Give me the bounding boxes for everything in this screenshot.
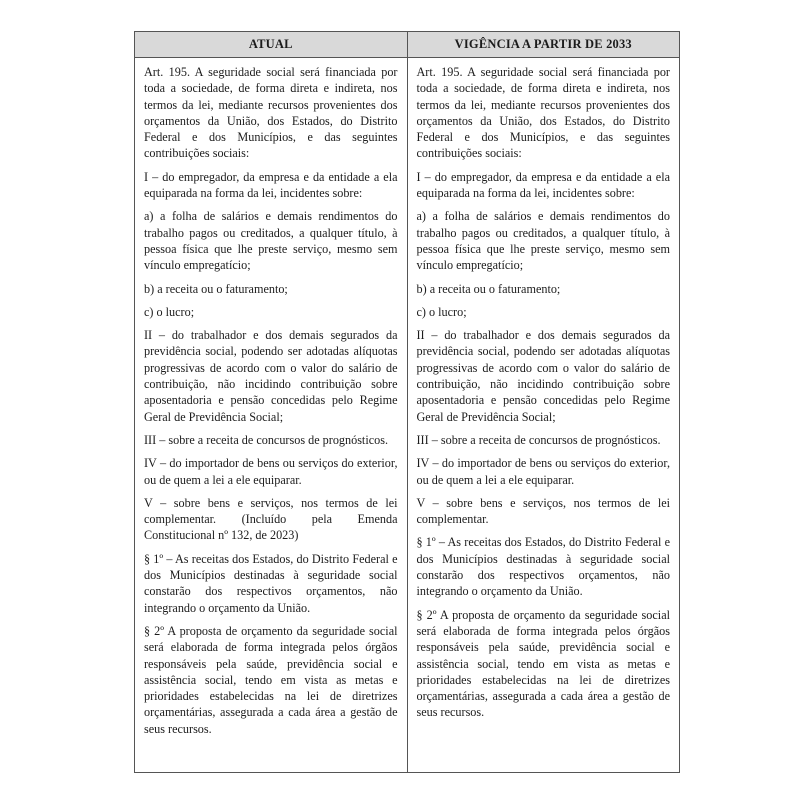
future-text-column bbox=[407, 58, 680, 772]
article-paragraph: II – do trabalhador e dos demais segurados da previdência social, podendo ser adotadas alíquotas progressivas de acordo com o valor do salário de contribuição, não incidindo contribuição sobre aposentadoria e pensão concedidas pelo Regime Geral de Previdência Social; bbox=[416, 328, 670, 424]
article-paragraph: § 1º – As receitas dos Estados, do Distrito Federal e dos Municípios destinadas à seguridade social constarão dos respectivos orçamentos, não integrando o orçamento da União. bbox=[144, 551, 398, 615]
comparison-table bbox=[134, 31, 680, 773]
article-paragraph: § 1º – As receitas dos Estados, do Distrito Federal e dos Municípios destinadas à seguridade social constarão dos respectivos orçamentos, não integrando o orçamento da União. bbox=[416, 535, 670, 599]
table-body-row bbox=[135, 58, 679, 772]
current-text-column bbox=[135, 58, 407, 772]
article-paragraph: IV – do importador de bens ou serviços do exterior, ou de quem a lei a ele equiparar. bbox=[144, 456, 398, 487]
table-header-row bbox=[135, 32, 679, 58]
article-paragraph: c) o lucro; bbox=[416, 304, 467, 319]
article-paragraph: Art. 195. A seguridade social será financiada por toda a sociedade, de forma direta e indireta, nos termos da lei, mediante recursos provenientes dos orçamentos da União, dos Estados, do Distrito Federal e dos Municípios, e das seguintes contribuições sociais: bbox=[144, 65, 398, 161]
article-paragraph: V – sobre bens e serviços, nos termos de lei complementar. bbox=[416, 495, 670, 527]
article-paragraph: a) a folha de salários e demais rendimentos do trabalho pagos ou creditados, a qualquer título, à pessoa física que lhe preste serviço, mesmo sem vínculo empregatício; bbox=[416, 209, 670, 273]
header-effective-2033: VIGÊNCIA A PARTIR DE 2033 bbox=[407, 32, 680, 57]
article-paragraph: Art. 195. A seguridade social será financiada por toda a sociedade, de forma direta e indireta, nos termos da lei, mediante recursos provenientes dos orçamentos da União, dos Estados, do Distrito Federal e dos Municípios, e das seguintes contribuições sociais: bbox=[416, 65, 670, 161]
article-paragraph: III – sobre a receita de concursos de prognósticos. bbox=[144, 432, 388, 447]
article-paragraph: V – sobre bens e serviços, nos termos de lei complementar. (Incluído pela Emenda Constitucional nº 132, de 2023) bbox=[144, 495, 398, 543]
article-paragraph: I – do empregador, da empresa e da entidade a ela equiparada na forma da lei, incidentes sobre: bbox=[416, 169, 670, 201]
article-paragraph: I – do empregador, da empresa e da entidade a ela equiparada na forma da lei, incidentes sobre: bbox=[144, 169, 398, 201]
article-paragraph: a) a folha de salários e demais rendimentos do trabalho pagos ou creditados, a qualquer título, à pessoa física que lhe preste serviço, mesmo sem vínculo empregatício; bbox=[144, 209, 398, 273]
article-paragraph: § 2º A proposta de orçamento da seguridade social será elaborada de forma integrada pelos órgãos responsáveis pela saúde, previdência social e assistência social, tendo em vista as metas e prioridades estabelecidas na lei de diretrizes orçamentárias, assegurada a cada área a gestão de seus recursos. bbox=[416, 607, 670, 720]
article-paragraph: b) a receita ou o faturamento; bbox=[416, 281, 561, 296]
article-paragraph: III – sobre a receita de concursos de prognósticos. bbox=[416, 432, 661, 447]
article-paragraph: II – do trabalhador e dos demais segurados da previdência social, podendo ser adotadas alíquotas progressivas de acordo com o valor do salário de contribuição, não incidindo contribuição sobre aposentadoria e pensão concedidas pelo Regime Geral de Previdência Social; bbox=[144, 328, 398, 424]
header-current: ATUAL bbox=[248, 37, 293, 51]
article-paragraph: IV – do importador de bens ou serviços do exterior, ou de quem a lei a ele equiparar. bbox=[416, 456, 670, 487]
article-paragraph: c) o lucro; bbox=[144, 304, 195, 319]
article-paragraph: b) a receita ou o faturamento; bbox=[144, 281, 288, 296]
article-paragraph: § 2º A proposta de orçamento da seguridade social será elaborada de forma integrada pelos órgãos responsáveis pela saúde, previdência social e assistência social, tendo em vista as metas e prioridades estabelecidas na lei de diretrizes orçamentárias, assegurada a cada área a gestão de seus recursos. bbox=[144, 623, 398, 736]
